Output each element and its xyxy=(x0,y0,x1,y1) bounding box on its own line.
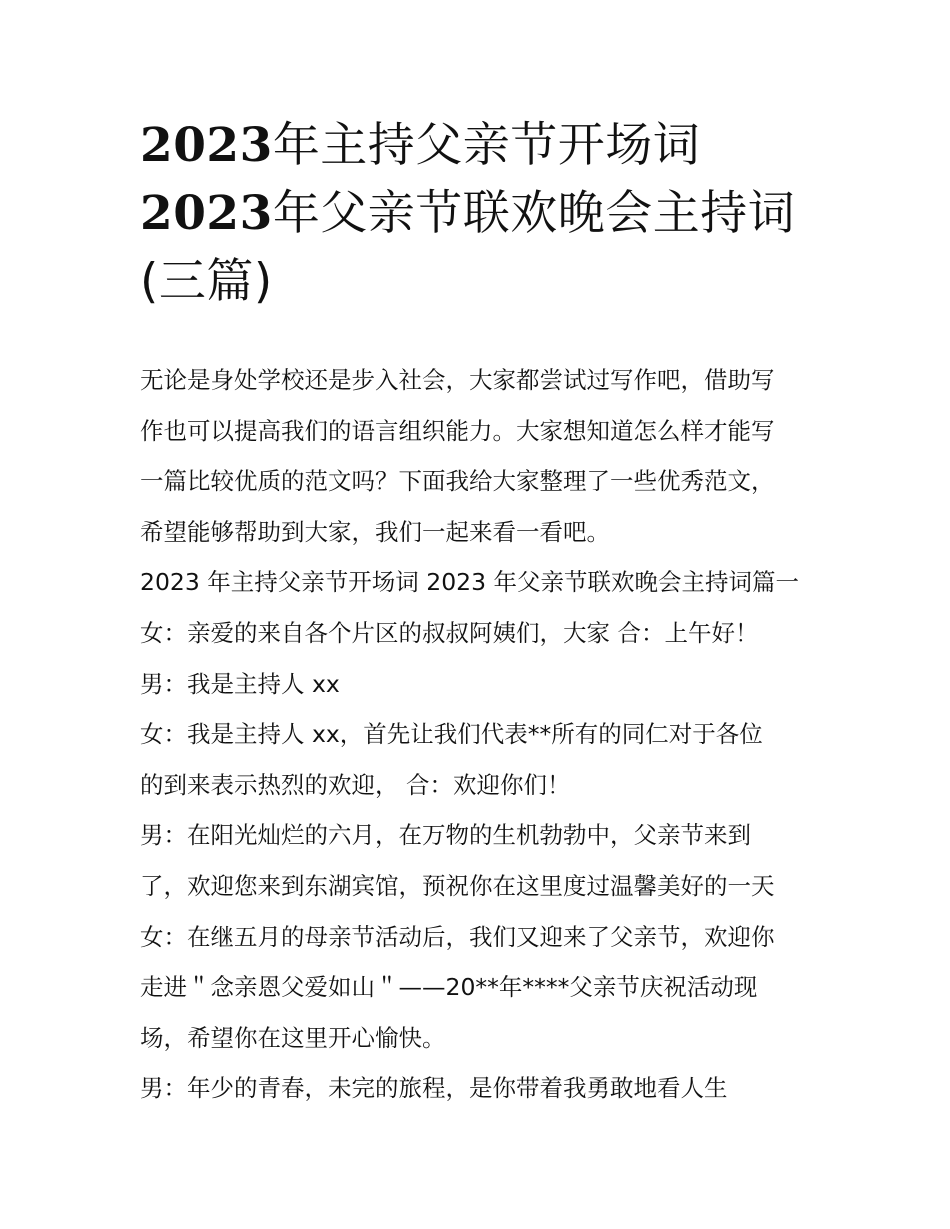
body-line: 无论是身处学校还是步入社会，大家都尝试过写作吧，借助写 xyxy=(140,366,775,394)
body-line: 女：我是主持人 xx，首先让我们代表**所有的同仁对于各位 xyxy=(140,720,763,749)
title-year: 2023 xyxy=(140,186,273,241)
body-line: 一篇比较优质的范文吗？下面我给大家整理了一些优秀范文， xyxy=(140,467,775,496)
body-line: 作也可以提高我们的语言组织能力。大家想知道怎么样才能写 xyxy=(140,416,775,445)
title-text: (三篇) xyxy=(140,254,273,309)
section-heading: 2023 年主持父亲节开场词 2023 年父亲节联欢晚会主持词篇一 xyxy=(140,568,800,597)
body-line: 场，希望你在这里开心愉快。 xyxy=(140,1023,446,1052)
body-line: 男：年少的青春，未完的旅程，是你带着我勇敢地看人生 xyxy=(140,1074,728,1103)
body-line: 走进＂念亲恩父爱如山＂——20**年****父亲节庆祝活动现 xyxy=(140,973,758,1002)
title-line-2 xyxy=(140,180,840,248)
title-text: 年父亲节联欢晚会主持词 xyxy=(272,186,796,241)
document-body xyxy=(140,355,820,1114)
body-line: 男：我是主持人 xx xyxy=(140,669,340,698)
title-year: 2023 xyxy=(140,118,273,173)
body-line: 女：在继五月的母亲节活动后，我们又迎来了父亲节，欢迎你 xyxy=(140,922,775,951)
document-title xyxy=(140,112,840,316)
body-line: 的到来表示热烈的欢迎， 合：欢迎你们！ xyxy=(140,770,571,799)
body-line: 了，欢迎您来到东湖宾馆，预祝你在这里度过温馨美好的一天 xyxy=(140,871,775,900)
title-line-1 xyxy=(140,112,840,180)
title-text: 年主持父亲节开场词 xyxy=(272,118,701,173)
body-line: 女：亲爱的来自各个片区的叔叔阿姨们，大家 合：上午好！ xyxy=(140,618,759,647)
body-line: 男：在阳光灿烂的六月，在万物的生机勃勃中，父亲节来到 xyxy=(140,821,751,850)
title-line-3 xyxy=(140,248,840,316)
body-line: 希望能够帮助到大家，我们一起来看一看吧。 xyxy=(140,517,610,546)
